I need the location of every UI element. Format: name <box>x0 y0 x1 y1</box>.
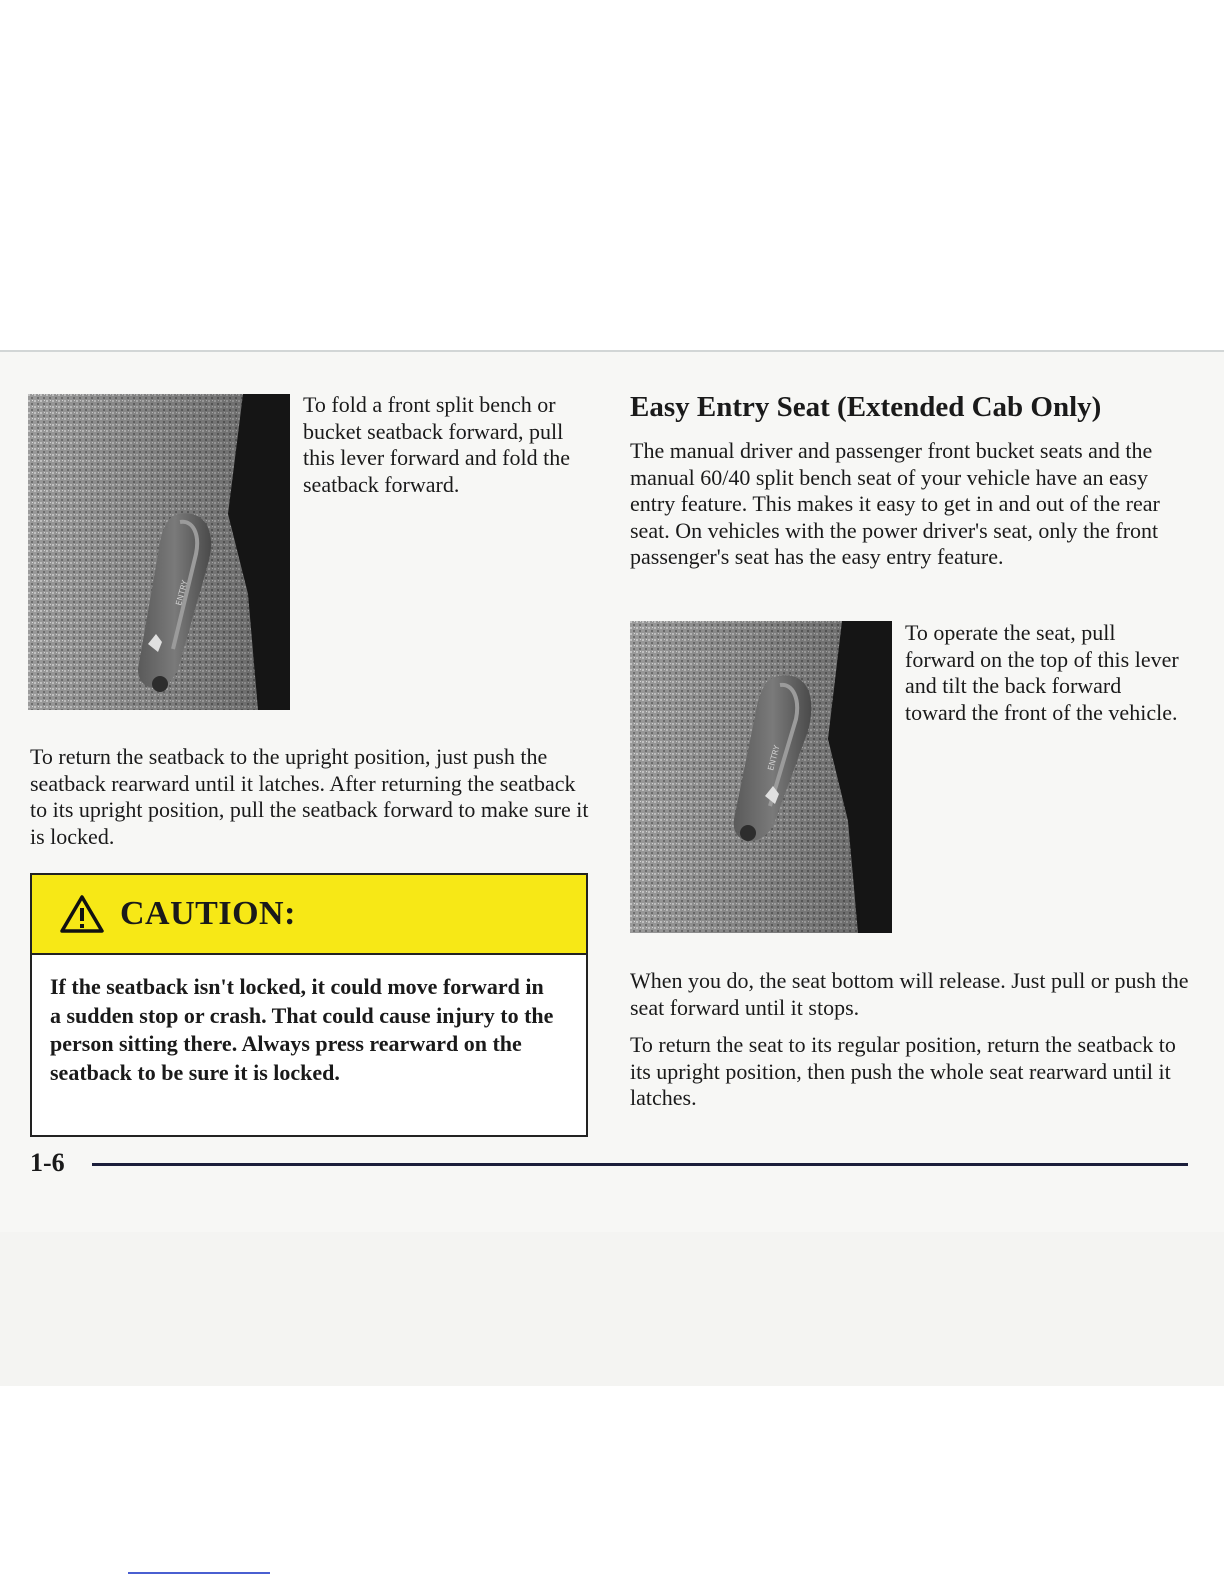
bottom-underline <box>128 1572 270 1574</box>
seatback-lever-photo-right <box>630 621 892 933</box>
right-intro-paragraph: The manual driver and passenger front bucket seats and the manual 60/40 split bench seat of your vehicle have an easy entry feature. This makes it easy to get in and out of the rear seat. On vehicles with the power driver's seat, only the front passenger's seat has the easy entry feature. <box>630 438 1160 569</box>
lever-entry-label-right: ENTRY <box>766 744 782 772</box>
page-number: 1-6 <box>30 1148 65 1177</box>
caution-box <box>30 873 588 1137</box>
left-return-paragraph: To return the seatback to the upright position, just push the seatback rearward until it latches. After returning the seatback to its upright position, pull the seatback forward to make sure it is locked. <box>30 744 589 849</box>
caution-title: CAUTION: <box>120 895 296 932</box>
caution-header <box>32 875 586 955</box>
release-paragraph: When you do, the seat bottom will release. Just pull or push the seat forward until it stops. <box>630 968 1189 1020</box>
seatback-lever-photo-left <box>28 394 290 710</box>
warning-triangle-icon <box>60 894 104 934</box>
lever-entry-label-left: ENTRY <box>174 579 190 607</box>
section-heading: Easy Entry Seat (Extended Cab Only) <box>630 391 1102 423</box>
operate-paragraph: To operate the seat, pull forward on the top of this lever and tilt the back forward toward the front of the vehicle. <box>905 620 1179 725</box>
caution-body: If the seatback isn't locked, it could move forward in a sudden stop or crash. That could cause injury to the person sitting there. Always press rearward on the seatback to be sure it is locked. <box>50 974 554 1085</box>
page-bottom-margin <box>0 1232 1224 1386</box>
left-intro-paragraph: To fold a front split bench or bucket seatback forward, pull this lever forward and fold the seatback forward. <box>303 392 570 497</box>
seat-return-paragraph: To return the seat to its regular position, return the seatback to its upright position, then push the whole seat rearward until it latches. <box>630 1032 1176 1110</box>
footer-rule <box>92 1163 1188 1166</box>
